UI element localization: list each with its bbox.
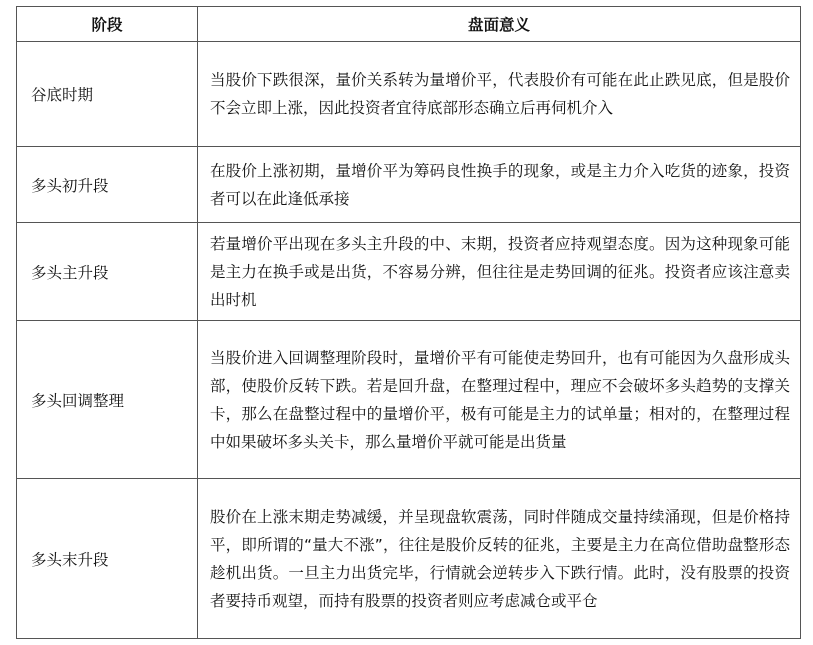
stage-meaning-table-container <box>16 6 800 639</box>
table-row <box>17 321 801 479</box>
meaning-cell: 在股价上涨初期，量增价平为筹码良性换手的现象，或是主力介入吃货的迹象，投资者可以在此逢低承接 <box>198 147 801 223</box>
table-row <box>17 42 801 147</box>
stage-cell: 多头末升段 <box>17 479 198 639</box>
meaning-cell: 若量增价平出现在多头主升段的中、末期，投资者应持观望态度。因为这种现象可能是主力在换手或是出货，不容易分辨，但往往是走势回调的征兆。投资者应该注意卖出时机 <box>198 223 801 321</box>
meaning-cell: 当股价进入回调整理阶段时，量增价平有可能使走势回升，也有可能因为久盘形成头部，使股价反转下跌。若是回升盘，在整理过程中，理应不会破坏多头趋势的支撑关卡，那么在盘整过程中的量增价平，极有可能是主力的试单量；相对的，在整理过程中如果破坏多头关卡，那么量增价平就可能是出货量 <box>198 321 801 479</box>
stage-cell: 谷底时期 <box>17 42 198 147</box>
table-row <box>17 147 801 223</box>
table-row <box>17 223 801 321</box>
header-meaning: 盘面意义 <box>198 7 801 42</box>
stage-cell: 多头主升段 <box>17 223 198 321</box>
meaning-cell: 股价在上涨末期走势减缓，并呈现盘软震荡，同时伴随成交量持续涌现，但是价格持平，即所谓的“量大不涨”，往往是股价反转的征兆，主要是主力在高位借助盘整形态趁机出货。一旦主力出货完毕，行情就会逆转步入下跌行情。此时，没有股票的投资者要持币观望，而持有股票的投资者则应考虑减仓或平仓 <box>198 479 801 639</box>
table-row <box>17 479 801 639</box>
stage-cell: 多头初升段 <box>17 147 198 223</box>
meaning-cell: 当股价下跌很深，量价关系转为量增价平，代表股价有可能在此止跌见底，但是股价不会立即上涨，因此投资者宜待底部形态确立后再伺机介入 <box>198 42 801 147</box>
table-header-row <box>17 7 801 42</box>
stage-meaning-table <box>16 6 801 639</box>
header-stage: 阶段 <box>17 7 198 42</box>
stage-cell: 多头回调整理 <box>17 321 198 479</box>
